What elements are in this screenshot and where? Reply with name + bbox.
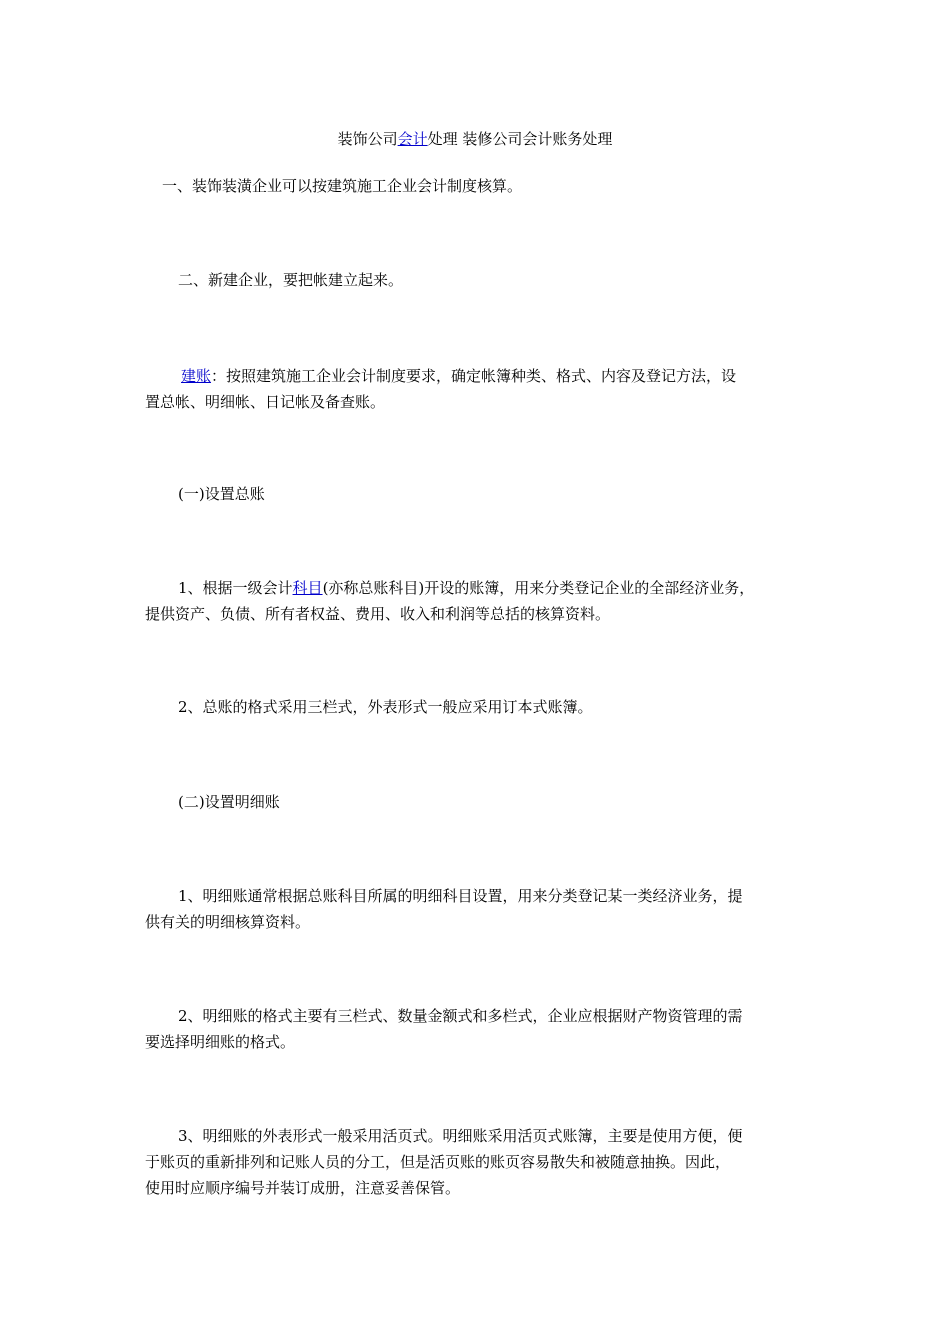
paragraph-8-line-1: 3、明细账的外表形式一般采用活页式。明细账采用活页式账簿，主要是使用方便，便 [178, 1127, 743, 1145]
document-title [0, 126, 950, 152]
section-heading-subsidiary-ledger: (二)设置明细账 [178, 793, 280, 811]
paragraph-4-text-start: 1、根据一级会计 [178, 579, 293, 597]
link-kemu[interactable]: 科目 [292, 579, 323, 597]
paragraph-3-line-2: 置总帐、明细帐、日记帐及备查账。 [145, 393, 386, 411]
paragraph-4-line-2: 提供资产、负债、所有者权益、费用、收入和利润等总括的核算资料。 [145, 605, 611, 623]
paragraph-6-line-1: 1、明细账通常根据总账科目所属的明细科目设置，用来分类登记某一类经济业务，提 [178, 887, 743, 905]
paragraph-1: 一、装饰装潢企业可以按建筑施工企业会计制度核算。 [162, 177, 523, 195]
title-text-start: 装饰公司 [337, 130, 398, 148]
paragraph-3-text: ：按照建筑施工企业会计制度要求，确定帐簿种类、格式、内容及登记方法，设 [211, 367, 737, 385]
title-text-end: 处理 装修公司会计账务处理 [427, 130, 613, 148]
paragraph-2: 二、新建企业，要把帐建立起来。 [178, 271, 404, 289]
paragraph-3-line-1 [181, 363, 843, 389]
title-link-accounting[interactable]: 会计 [397, 130, 428, 148]
paragraph-5: 2、总账的格式采用三栏式，外表形式一般应采用订本式账簿。 [178, 698, 593, 716]
paragraph-6-line-2: 供有关的明细核算资料。 [145, 913, 311, 931]
paragraph-8-line-3: 使用时应顺序编号并装订成册，注意妥善保管。 [145, 1179, 461, 1197]
paragraph-4-text-end: (亦称总账科目)开设的账簿，用来分类登记企业的全部经济业务， [322, 579, 755, 597]
paragraph-4-line-1 [178, 575, 840, 601]
paragraph-7-line-2: 要选择明细账的格式。 [145, 1033, 296, 1051]
paragraph-8-line-2: 于账页的重新排列和记账人员的分工，但是活页账的账页容易散失和被随意抽换。因此， [145, 1153, 731, 1171]
link-jianzhang[interactable]: 建账 [181, 367, 212, 385]
paragraph-7-line-1: 2、明细账的格式主要有三栏式、数量金额式和多栏式，企业应根据财产物资管理的需 [178, 1007, 743, 1025]
section-heading-general-ledger: (一)设置总账 [178, 485, 265, 503]
